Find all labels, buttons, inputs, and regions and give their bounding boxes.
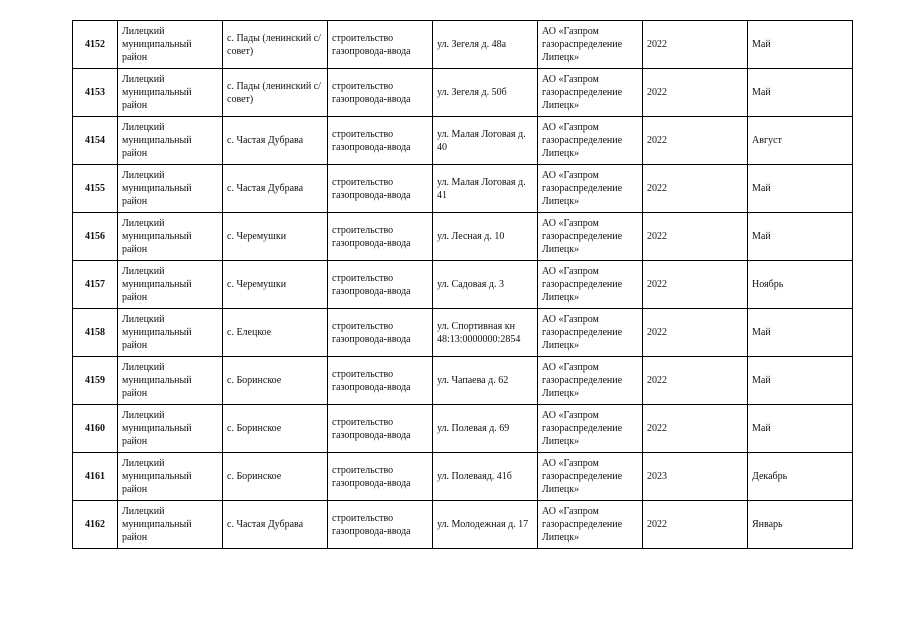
- district-cell: Лилецкий муниципальный район: [118, 21, 223, 69]
- organization-cell: АО «Газпром газораспределение Липецк»: [538, 213, 643, 261]
- work-type-cell: строительство газопровода-ввода: [328, 117, 433, 165]
- month-cell: Май: [748, 165, 853, 213]
- table-row: [73, 453, 853, 501]
- address-cell: ул. Полевая д. 69: [433, 405, 538, 453]
- organization-cell: АО «Газпром газораспределение Липецк»: [538, 21, 643, 69]
- address-cell: ул. Полеваяд. 41б: [433, 453, 538, 501]
- district-cell: Лилецкий муниципальный район: [118, 501, 223, 549]
- settlement-cell: с. Черемушки: [223, 213, 328, 261]
- month-cell: Май: [748, 213, 853, 261]
- address-cell: ул. Зегеля д. 50б: [433, 69, 538, 117]
- district-cell: Лилецкий муниципальный район: [118, 165, 223, 213]
- settlement-cell: с. Частая Дубрава: [223, 501, 328, 549]
- row-number-cell: 4158: [73, 309, 118, 357]
- settlement-cell: с. Боринское: [223, 453, 328, 501]
- month-cell: Май: [748, 357, 853, 405]
- row-number-cell: 4157: [73, 261, 118, 309]
- district-cell: Лилецкий муниципальный район: [118, 309, 223, 357]
- month-cell: Август: [748, 117, 853, 165]
- organization-cell: АО «Газпром газораспределение Липецк»: [538, 69, 643, 117]
- settlement-cell: с. Частая Дубрава: [223, 165, 328, 213]
- district-cell: Лилецкий муниципальный район: [118, 69, 223, 117]
- work-type-cell: строительство газопровода-ввода: [328, 69, 433, 117]
- work-type-cell: строительство газопровода-ввода: [328, 501, 433, 549]
- row-number-cell: 4156: [73, 213, 118, 261]
- row-number-cell: 4154: [73, 117, 118, 165]
- table-row: [73, 117, 853, 165]
- organization-cell: АО «Газпром газораспределение Липецк»: [538, 261, 643, 309]
- work-type-cell: строительство газопровода-ввода: [328, 309, 433, 357]
- settlement-cell: с. Частая Дубрава: [223, 117, 328, 165]
- settlement-cell: с. Пады (ленинский с/совет): [223, 69, 328, 117]
- month-cell: Май: [748, 69, 853, 117]
- table-row: [73, 21, 853, 69]
- table-row: [73, 213, 853, 261]
- district-cell: Лилецкий муниципальный район: [118, 357, 223, 405]
- table-row: [73, 309, 853, 357]
- month-cell: Декабрь: [748, 453, 853, 501]
- work-type-cell: строительство газопровода-ввода: [328, 453, 433, 501]
- year-cell: 2022: [643, 405, 748, 453]
- address-cell: ул. Малая Логовая д. 40: [433, 117, 538, 165]
- district-cell: Лилецкий муниципальный район: [118, 261, 223, 309]
- gasification-table: [72, 20, 853, 549]
- year-cell: 2022: [643, 117, 748, 165]
- organization-cell: АО «Газпром газораспределение Липецк»: [538, 165, 643, 213]
- year-cell: 2022: [643, 357, 748, 405]
- settlement-cell: с. Елецкое: [223, 309, 328, 357]
- year-cell: 2022: [643, 261, 748, 309]
- work-type-cell: строительство газопровода-ввода: [328, 357, 433, 405]
- year-cell: 2022: [643, 309, 748, 357]
- address-cell: ул. Садовая д. 3: [433, 261, 538, 309]
- district-cell: Лилецкий муниципальный район: [118, 117, 223, 165]
- organization-cell: АО «Газпром газораспределение Липецк»: [538, 453, 643, 501]
- month-cell: Май: [748, 21, 853, 69]
- table-row: [73, 165, 853, 213]
- organization-cell: АО «Газпром газораспределение Липецк»: [538, 309, 643, 357]
- month-cell: Май: [748, 405, 853, 453]
- row-number-cell: 4162: [73, 501, 118, 549]
- work-type-cell: строительство газопровода-ввода: [328, 405, 433, 453]
- year-cell: 2022: [643, 213, 748, 261]
- month-cell: Май: [748, 309, 853, 357]
- organization-cell: АО «Газпром газораспределение Липецк»: [538, 357, 643, 405]
- month-cell: Январь: [748, 501, 853, 549]
- district-cell: Лилецкий муниципальный район: [118, 213, 223, 261]
- row-number-cell: 4160: [73, 405, 118, 453]
- address-cell: ул. Лесная д. 10: [433, 213, 538, 261]
- organization-cell: АО «Газпром газораспределение Липецк»: [538, 405, 643, 453]
- year-cell: 2022: [643, 21, 748, 69]
- year-cell: 2022: [643, 501, 748, 549]
- settlement-cell: с. Пады (ленинский с/совет): [223, 21, 328, 69]
- organization-cell: АО «Газпром газораспределение Липецк»: [538, 117, 643, 165]
- row-number-cell: 4152: [73, 21, 118, 69]
- table-row: [73, 405, 853, 453]
- row-number-cell: 4159: [73, 357, 118, 405]
- settlement-cell: с. Черемушки: [223, 261, 328, 309]
- address-cell: ул. Молодежная д. 17: [433, 501, 538, 549]
- table-row: [73, 501, 853, 549]
- table-row: [73, 69, 853, 117]
- year-cell: 2022: [643, 165, 748, 213]
- work-type-cell: строительство газопровода-ввода: [328, 21, 433, 69]
- organization-cell: АО «Газпром газораспределение Липецк»: [538, 501, 643, 549]
- address-cell: ул. Чапаева д. 62: [433, 357, 538, 405]
- address-cell: ул. Зегеля д. 48а: [433, 21, 538, 69]
- table-body: [73, 21, 853, 549]
- row-number-cell: 4153: [73, 69, 118, 117]
- year-cell: 2023: [643, 453, 748, 501]
- address-cell: ул. Спортивная кн 48:13:0000000:2854: [433, 309, 538, 357]
- district-cell: Лилецкий муниципальный район: [118, 405, 223, 453]
- district-cell: Лилецкий муниципальный район: [118, 453, 223, 501]
- address-cell: ул. Малая Логовая д. 41: [433, 165, 538, 213]
- table-row: [73, 357, 853, 405]
- table-row: [73, 261, 853, 309]
- work-type-cell: строительство газопровода-ввода: [328, 213, 433, 261]
- work-type-cell: строительство газопровода-ввода: [328, 165, 433, 213]
- year-cell: 2022: [643, 69, 748, 117]
- work-type-cell: строительство газопровода-ввода: [328, 261, 433, 309]
- settlement-cell: с. Боринское: [223, 357, 328, 405]
- row-number-cell: 4161: [73, 453, 118, 501]
- settlement-cell: с. Боринское: [223, 405, 328, 453]
- month-cell: Ноябрь: [748, 261, 853, 309]
- row-number-cell: 4155: [73, 165, 118, 213]
